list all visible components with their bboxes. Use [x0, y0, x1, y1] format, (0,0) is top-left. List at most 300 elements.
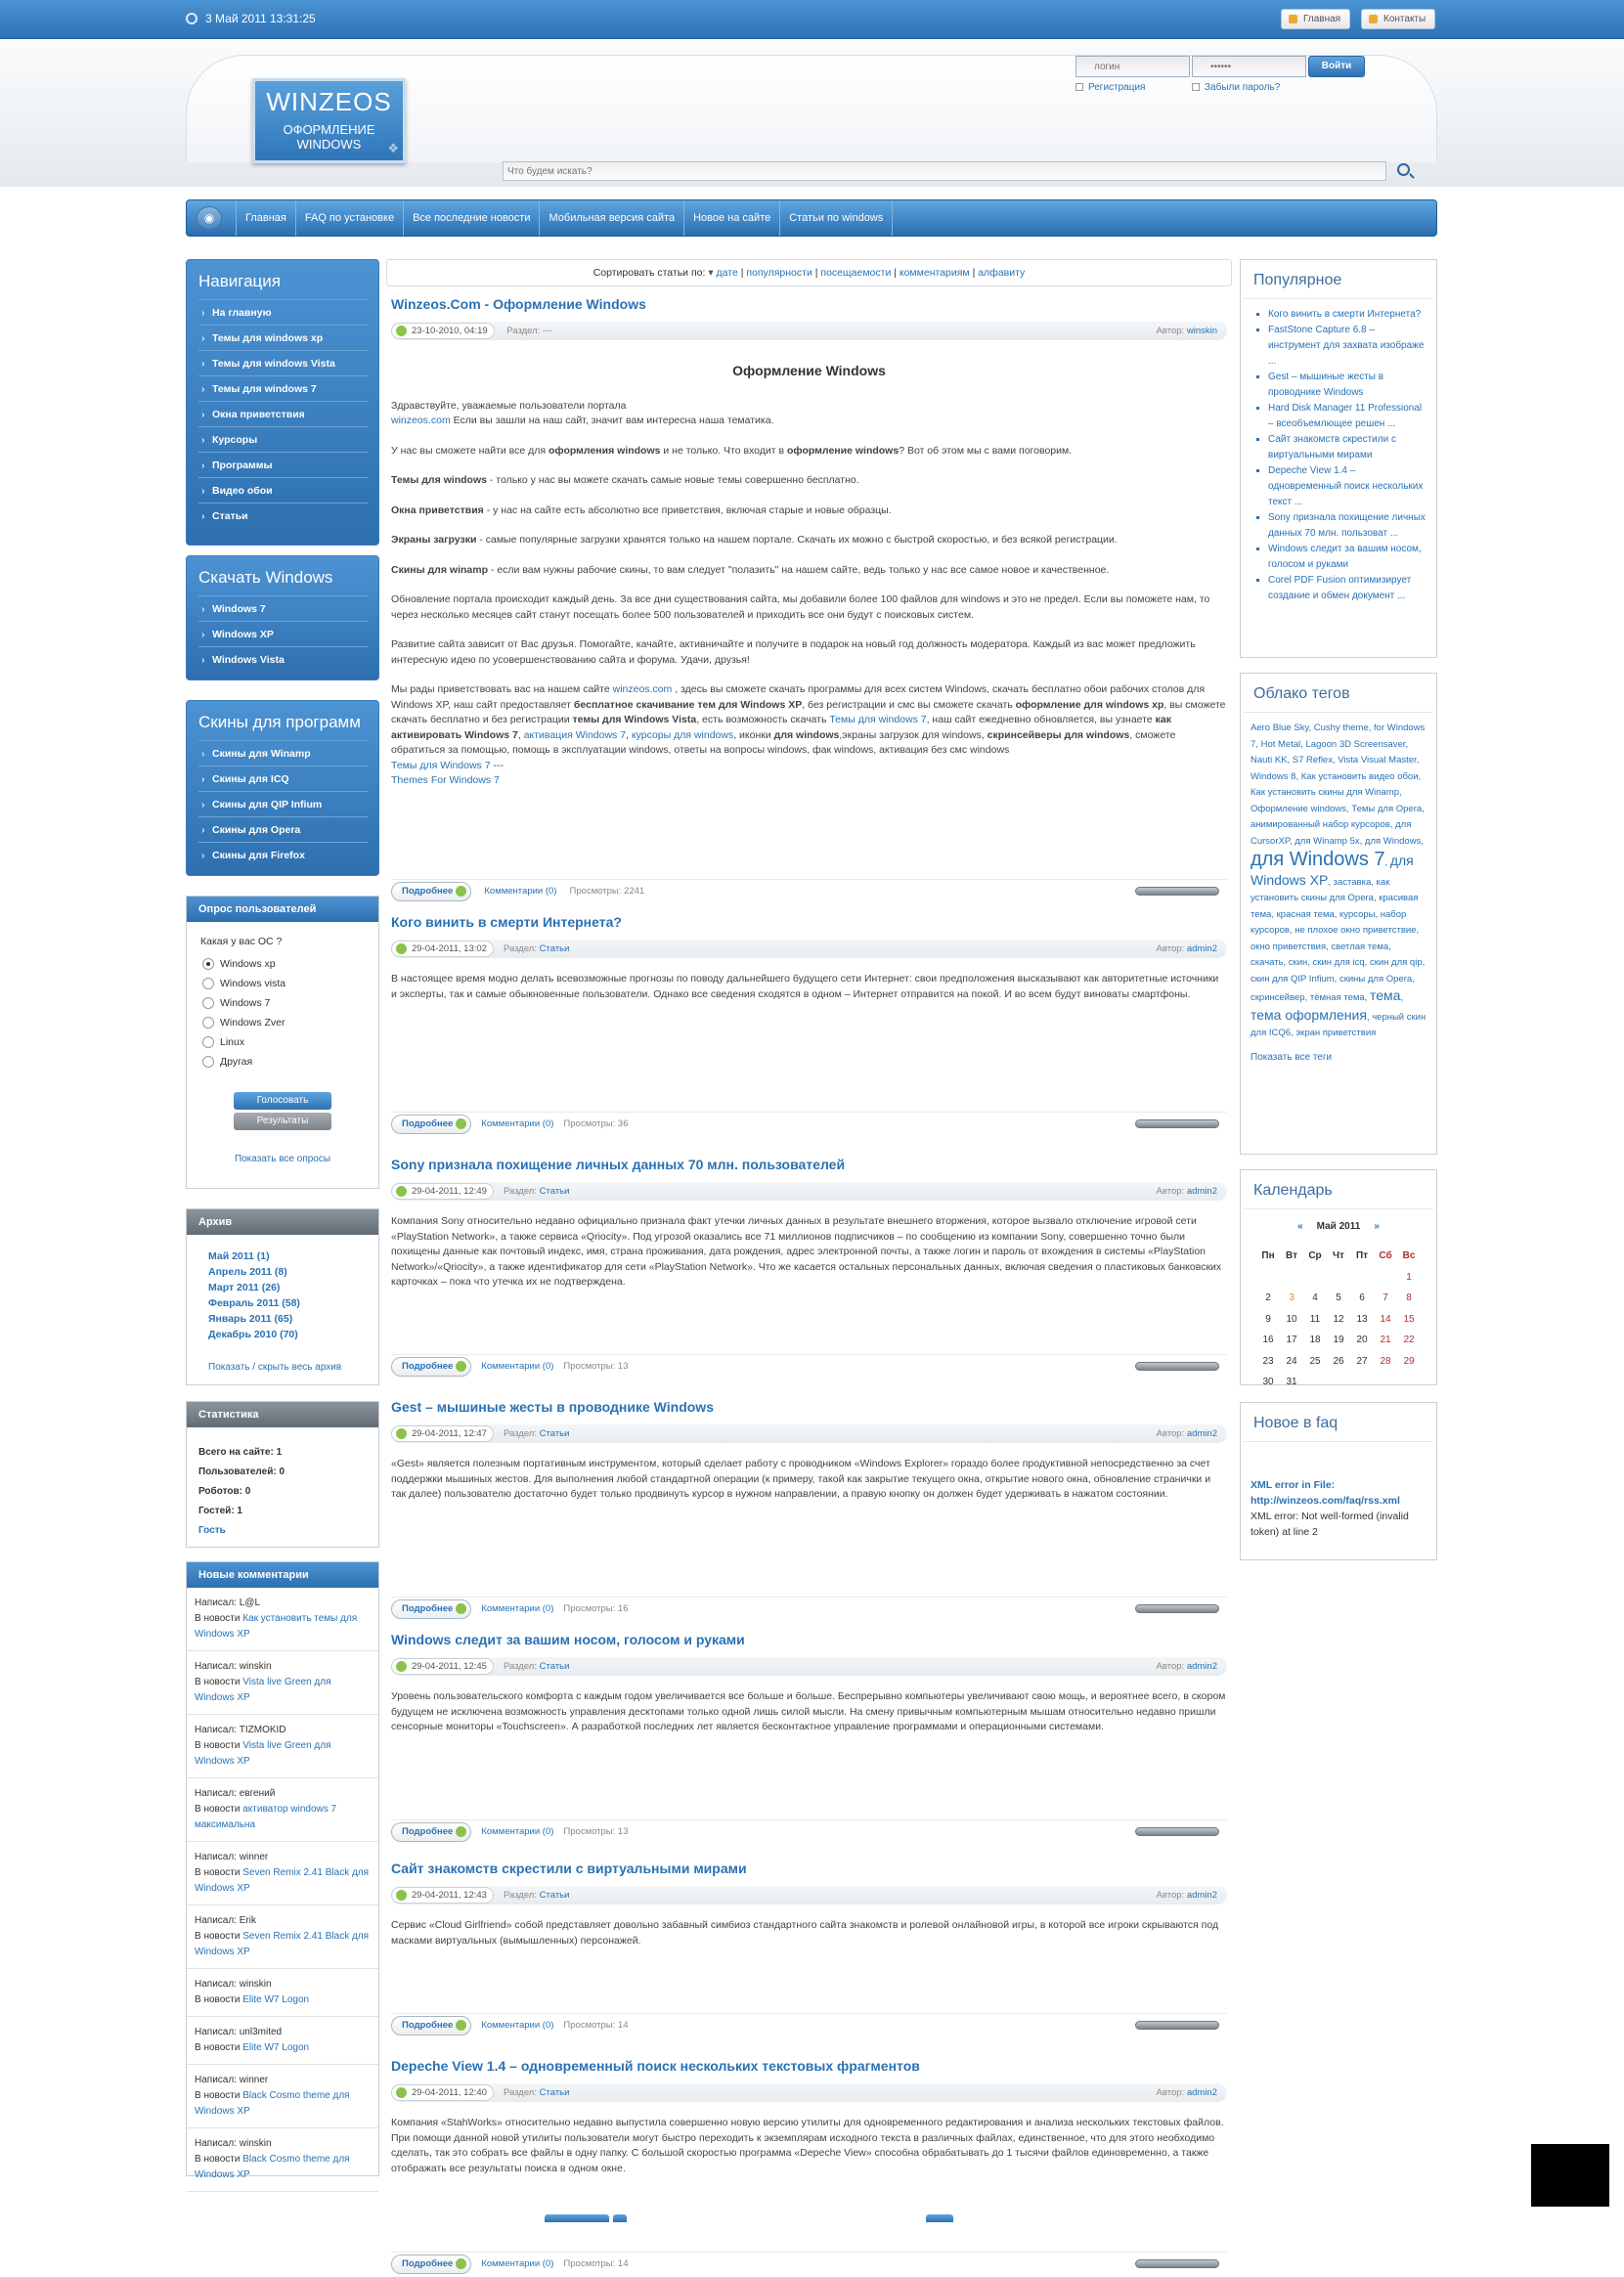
popular-link[interactable]: ▪ Windows следит за вашим носом, голосом и руками: [1268, 542, 1428, 573]
article-title[interactable]: Кого винить в смерти Интернета?: [391, 914, 622, 930]
poll-option[interactable]: Другая: [202, 1055, 378, 1074]
article-title[interactable]: Gest – мышиные жесты в проводнике Windows: [391, 1399, 714, 1415]
comment-news-link[interactable]: Black Cosmo theme для Windows XP: [195, 2090, 350, 2117]
article-author[interactable]: admin2: [1186, 1186, 1217, 1197]
read-more-button[interactable]: Подробнее: [391, 1357, 471, 1377]
calendar-day[interactable]: 3: [1289, 1292, 1295, 1304]
current-date: 3 Май 2011 13:31:25: [186, 12, 316, 25]
pager-segment[interactable]: [613, 2214, 627, 2222]
rating-bar[interactable]: [1135, 1362, 1219, 1371]
windows-flag-icon: ❖: [387, 141, 399, 155]
tag-link[interactable]: как установить скины для Opera: [1251, 876, 1390, 903]
calendar-day[interactable]: 12: [1333, 1313, 1344, 1325]
article: [386, 1399, 1232, 1622]
tag-link[interactable]: Как установить скины для Winamp: [1251, 787, 1399, 798]
tag-link[interactable]: скринсейвер: [1251, 992, 1305, 1003]
home-button[interactable]: Главная: [1281, 9, 1350, 29]
site-link[interactable]: winzeos.com: [391, 415, 451, 426]
paragraph: Окна приветствия - у нас на сайте есть абсолютно все приветствия, включая старые и новые образцы.: [391, 504, 892, 516]
comment-item: Написал: winskin В новости Black Cosmo theme для Windows XP: [187, 2128, 378, 2192]
archive-link[interactable]: Май 2011 (1): [208, 1250, 270, 1262]
tag-link[interactable]: красная тема: [1276, 908, 1335, 920]
calendar-day[interactable]: 4: [1312, 1292, 1318, 1304]
calendar-day: [1327, 1372, 1350, 1393]
calendar-day[interactable]: 21: [1380, 1335, 1391, 1346]
nav-home[interactable]: Главная: [236, 200, 295, 236]
nav-link[interactable]: › Темы для windows 7: [198, 375, 369, 401]
article-author[interactable]: admin2: [1186, 1890, 1217, 1901]
archive-link[interactable]: Апрель 2011 (8): [208, 1266, 287, 1278]
article-author[interactable]: admin2: [1186, 1661, 1217, 1672]
article-author-wrap: Автор: admin2: [1156, 1428, 1217, 1439]
calendar-block: [1240, 1169, 1437, 1388]
radio-icon: [202, 1036, 214, 1048]
popular-link[interactable]: ▪ Depeche View 1.4 – одновременный поиск нескольких текст ...: [1268, 463, 1428, 510]
poll-question: Какая у вас ОС ?: [200, 936, 283, 947]
nav-link[interactable]: › Окна приветствия: [198, 401, 369, 426]
views-count: Просмотры: 13: [563, 1361, 629, 1372]
rating-bar[interactable]: [1135, 1119, 1219, 1128]
article-footer: [391, 1112, 1227, 1133]
calendar-day[interactable]: 7: [1383, 1292, 1388, 1304]
article-section[interactable]: Статьи: [539, 1428, 570, 1439]
archive-link[interactable]: Декабрь 2010 (70): [208, 1329, 298, 1340]
views-count: Просмотры: 36: [563, 1118, 629, 1129]
article-author[interactable]: admin2: [1186, 943, 1217, 954]
read-more-button[interactable]: Подробнее: [391, 1599, 471, 1619]
calendar-day[interactable]: 24: [1286, 1355, 1297, 1367]
password-input[interactable]: [1192, 56, 1306, 77]
calendar-day[interactable]: 1: [1406, 1271, 1412, 1283]
tag-link[interactable]: тёмная тема: [1309, 992, 1365, 1003]
tag-link[interactable]: скин для qip: [1369, 957, 1423, 968]
nav-new[interactable]: Новое на сайте: [683, 200, 779, 236]
archive-link[interactable]: Март 2011 (26): [208, 1282, 281, 1293]
tag-link[interactable]: Lagoon 3D Screensaver: [1305, 738, 1406, 750]
calendar-day[interactable]: 15: [1403, 1313, 1415, 1325]
paragraph: Обновление портала происходит каждый день. За все дни существования сайта, мы добавили более 100 файлов для windows и это не предел. Если вы поможете нам, то через несколько месяцев сайт станут посещать более 500 пользователей и приходить все они будут с поисковых систем.: [391, 593, 1210, 621]
calendar-day[interactable]: 23: [1262, 1355, 1274, 1367]
read-more-button[interactable]: Подробнее: [391, 2255, 471, 2274]
nav-link[interactable]: › Курсоры: [198, 426, 369, 452]
logo-subtitle: ОФОРМЛЕНИЕ WINDOWS: [283, 122, 375, 152]
tag-link[interactable]: Aero Blue Sky: [1251, 723, 1309, 733]
calendar-day[interactable]: 22: [1403, 1335, 1415, 1346]
archive-block: [186, 1208, 379, 1385]
sort-by-date[interactable]: дате: [716, 267, 738, 279]
calendar-day: [1350, 1372, 1374, 1393]
article-body: Компания Sony относительно недавно официально признала факт утечки личных данных в результате внешнего вторжения, которое вызвало отключение игровой сети «PlayStation Network», а также сервиса «Qriocity». Под угрозой оказались все 71 миллионов подписчиков – по сообщению из компании Sony, совершенно точно были похищены данные как почтовый индекс, имя, страна проживания, дата рождения, адрес электронной почты, а также логин и пароль от вхождения в системы «PlayStation Network»/«Qriocity», а также идентификатор для сети «PlayStation Network». Что же касается остальных персональных данных, включая сведения о пластиковых банковских карточках – пока что утечка их не подтверждена.: [391, 1215, 1222, 1288]
article: [386, 296, 1232, 902]
rating-bar[interactable]: [1135, 2021, 1219, 2030]
radio-icon: [202, 978, 214, 989]
popular-title: Популярное: [1244, 260, 1433, 299]
tag-link[interactable]: красивая тема: [1251, 893, 1419, 920]
tag-cloud-block: [1240, 673, 1437, 1155]
pager-segment[interactable]: [545, 2214, 609, 2222]
article-date: 29-04-2011, 13:02: [391, 941, 494, 957]
comment-item: Написал: unl3mited В новости Elite W7 Logon: [187, 2017, 378, 2065]
tag-link[interactable]: экран приветствия: [1295, 1028, 1377, 1038]
faq-error-text: XML error: Not well-formed (invalid token) at line 2: [1251, 1511, 1409, 1538]
comment-news-link[interactable]: Seven Remix 2.41 Black для Windows XP: [195, 1931, 370, 1957]
article-date: 29-04-2011, 12:45: [391, 1658, 494, 1675]
article-title[interactable]: Windows следит за вашим носом, голосом и руками: [391, 1632, 745, 1647]
popular-link[interactable]: ▪ Hard Disk Manager 11 Professional – всеобъемлющее решен ...: [1268, 401, 1428, 432]
all-tags-link[interactable]: Показать все теги: [1251, 1051, 1333, 1063]
login-button[interactable]: Войти: [1308, 56, 1365, 77]
calendar-month: Май 2011: [1316, 1221, 1361, 1232]
tag-link[interactable]: тема оформления: [1251, 1006, 1367, 1023]
calendar-weekday: Чт: [1333, 1250, 1344, 1262]
article-body: Сервис «Cloud Girlfriend» собой представляет довольно забавный симбиоз стандартного сайта знакомств и ролевой онлайновой игры, в которой все игроки скрываются под масками виртуальных (вымышленных) персонажей.: [391, 1919, 1219, 1947]
tag-link[interactable]: скин: [1288, 957, 1308, 968]
popular-link[interactable]: ▪ Кого винить в смерти Интернета?: [1268, 307, 1428, 323]
article-date: 29-04-2011, 12:40: [391, 2084, 494, 2101]
faq-error-title: XML error in File: http://winzeos.com/faq/rss.xml: [1251, 1479, 1400, 1507]
comment-item: Написал: Erik В новости Seven Remix 2.41 Black для Windows XP: [187, 1905, 378, 1969]
tag-link[interactable]: скин для icq: [1312, 957, 1365, 968]
search-input[interactable]: [503, 161, 1386, 181]
tag-link[interactable]: анимированный набор курсоров: [1251, 819, 1390, 830]
article-author-wrap: Автор: winskin: [1156, 326, 1217, 336]
paragraph: Скины для winamp - если вам нужны рабочие скины, то вам следует "полазить" на нашем сайте, ведь только у нас все самое новое и качественное.: [391, 563, 1110, 576]
radio-icon: [202, 997, 214, 1009]
popular-link[interactable]: ▪ FastStone Capture 6.8 – инструмент для захвата изображе ...: [1268, 323, 1428, 370]
skins-link[interactable]: › Скины для Firefox: [198, 842, 369, 867]
vote-button[interactable]: Голосовать: [234, 1092, 331, 1110]
tag-link[interactable]: для Windows 7: [1251, 849, 1385, 870]
radio-icon: [202, 958, 214, 970]
comment-author: winskin: [239, 1979, 272, 1990]
calendar-day[interactable]: 11: [1309, 1313, 1321, 1325]
calendar-day[interactable]: 5: [1336, 1292, 1341, 1304]
calendar-caption: [1241, 1221, 1436, 1232]
tag-link[interactable]: для CursorXP: [1251, 819, 1412, 847]
archive-link[interactable]: Январь 2011 (65): [208, 1313, 293, 1325]
paragraph: У нас вы сможете найти все для оформления windows и не только. Что входит в оформление windows? Вот об этом мы с вами поговорим.: [391, 444, 1073, 457]
paragraph: Здравствуйте, уважаемые пользователи портала winzeos.com Если вы зашли на наш сайт, значит вам интересна наша тематика.: [391, 399, 774, 426]
calendar-day[interactable]: 6: [1359, 1292, 1365, 1304]
calendar-day[interactable]: 16: [1262, 1335, 1274, 1346]
views-count: Просмотры: 14: [563, 2258, 629, 2269]
tag-link[interactable]: окно приветствия: [1251, 941, 1327, 952]
footer-links: Темы для Windows 7 ---: [391, 759, 504, 771]
paragraph: Развитие сайта зависит от Вас друзья. Помогайте, качайте, активничайте и получите в подарок на новый год должность модератора. Каждый из вас может предложить интересную идею по усовершенствованию сайта и форума. Удачи, друзья!: [391, 638, 1196, 666]
views-count: Просмотры: 14: [563, 2020, 629, 2031]
article-section[interactable]: Статьи: [539, 1661, 570, 1672]
tag-link[interactable]: для Windows: [1364, 835, 1422, 847]
themes-win7-link[interactable]: Темы для Windows 7: [391, 759, 491, 771]
tag-link[interactable]: для Winamp 5x: [1295, 835, 1360, 847]
comment-news-link[interactable]: Как установить темы для Windows XP: [195, 1613, 358, 1640]
calendar-day: [1280, 1267, 1303, 1289]
calendar-weekday: Вс: [1402, 1250, 1416, 1262]
sort-bar: Сортировать статьи по: ▾ дате | популярности | посещаемости | комментариям | алфавиту: [386, 259, 1232, 286]
tag-link[interactable]: for Windows 7: [1251, 723, 1426, 750]
calendar-day[interactable]: 26: [1333, 1355, 1344, 1367]
tag-link[interactable]: Темы для Opera: [1351, 803, 1423, 814]
read-more-button[interactable]: Подробнее: [391, 1115, 471, 1134]
archive-link[interactable]: Февраль 2011 (58): [208, 1297, 300, 1309]
article-body: [391, 364, 1227, 789]
article-author-wrap: Автор: admin2: [1156, 2087, 1217, 2098]
nav-link[interactable]: › Статьи: [198, 503, 369, 528]
article-body: Уровень пользовательского комфорта с каждым годом увеличивается все больше и больше. Беспрерывно компьютеры увеличивают свою мощь, и вероятнее всего, в скором будущем не исключена возможность управления десктопами только одной лишь силой мысли. На смену привычным компьютерным мышам относительно недавно пришли сенсорные мониторы «Touchscreen». А разработкой последних лет является бесконтактное управление программами и операционными системами.: [391, 1690, 1226, 1732]
calendar-day[interactable]: 28: [1380, 1355, 1391, 1367]
comment-list: [187, 1588, 378, 2192]
skins-block: [186, 700, 379, 876]
site-logo[interactable]: WINZEOS ОФОРМЛЕНИЕ WINDOWS ❖: [252, 78, 406, 163]
comment-item: Написал: winskin В новости Vista live Green для Windows XP: [187, 1651, 378, 1715]
comments-link[interactable]: Комментарии (0): [484, 886, 557, 897]
nav-all-news[interactable]: Все последние новости: [403, 200, 539, 236]
calendar-day[interactable]: 27: [1356, 1355, 1368, 1367]
nav-link[interactable]: › Видео обои: [198, 477, 369, 503]
poll-option[interactable]: Windows xp: [202, 957, 378, 977]
calendar-day[interactable]: 29: [1403, 1355, 1415, 1367]
forgot-password-link[interactable]: Забыли пароль?: [1192, 82, 1280, 93]
download-link[interactable]: › Windows XP: [198, 621, 369, 646]
nav-faq[interactable]: FAQ по установке: [295, 200, 403, 236]
tag-link[interactable]: скин для QIP Infium: [1251, 973, 1335, 985]
tag-link[interactable]: не плохое окно приветствие: [1295, 925, 1417, 936]
article-body: Компания «StahWorks» относительно недавно выпустила совершенно новую версию утилиты для одновременного редактирования и анализа нескольких текстовых файлов. При помощи данной новой утилиты пользователи могут быстро переходить к экземплярам исходного текста в различных файлах, единственное, что для этого необходимо сделать, так это собрать все файлы в одну папку. С большой скоростью программа «Depeche View» способна обрабатывать до 1 тысячи файлов единовременно, а также отображать все результаты поиска в одном окне.: [391, 2117, 1224, 2174]
tag-link[interactable]: светлая тема: [1331, 941, 1389, 952]
inline-link[interactable]: активация Windows 7: [523, 728, 627, 741]
comment-news-link[interactable]: Elite W7 Logon: [242, 1994, 310, 2005]
themes-for-win7-link[interactable]: Themes For Windows 7: [391, 774, 500, 786]
popular-link[interactable]: ▪ Сайт знакомств скрестили с виртуальными мирами: [1268, 432, 1428, 463]
poll-option[interactable]: Windows 7: [202, 996, 378, 1016]
inline-link[interactable]: Темы для windows 7: [829, 714, 927, 725]
archive-toggle-link[interactable]: Показать / скрыть весь архив: [208, 1362, 342, 1373]
comment-news-link[interactable]: Vista live Green для Windows XP: [195, 1740, 331, 1767]
top-bar: [0, 0, 1624, 39]
nav-articles[interactable]: Статьи по windows: [779, 200, 893, 236]
comment-author: unl3mited: [239, 2027, 283, 2037]
comment-author: евгений: [239, 1788, 276, 1799]
navigation-title: Навигация: [198, 272, 281, 290]
article-title[interactable]: Depeche View 1.4 – одновременный поиск нескольких текстовых фрагментов: [391, 2058, 920, 2074]
comment-author: winskin: [239, 2138, 272, 2149]
calendar-day[interactable]: 25: [1309, 1355, 1321, 1367]
tag-link[interactable]: черный скин для ICQ6: [1251, 1011, 1426, 1038]
comment-news-link[interactable]: Black Cosmo theme для Windows XP: [195, 2154, 350, 2180]
calendar-day[interactable]: 19: [1333, 1335, 1344, 1346]
article-footer: [391, 2252, 1227, 2273]
article-section: ---: [542, 326, 552, 336]
sort-by-visits[interactable]: посещаемости: [820, 267, 892, 279]
section-label: Раздел:: [503, 943, 537, 954]
tag-link[interactable]: скины для Opera: [1339, 973, 1413, 985]
views-count: Просмотры: 13: [563, 1826, 629, 1837]
article-date: 29-04-2011, 12:43: [391, 1887, 494, 1904]
calendar-day[interactable]: 8: [1406, 1292, 1412, 1304]
tag-link[interactable]: скачать: [1251, 957, 1284, 968]
comment-author: winner: [239, 1852, 269, 1862]
article-body: «Gest» является полезным портативным инструментом, который сделает работу с проводником «Windows Explorer» гораздо более продуктивной непосредственно за счет поддержки мышиных жестов. Для выполнения любой стандартной операции (к примеру, такой как закрытие текущего окна, открытие нового окна, обновление странички и так далее) пользователю достаточно будет только продвинуть курсор в нужном направлении, а правую кнопку он должен будет удерживать в нажатом состоянии.: [391, 1458, 1211, 1500]
pager-segment[interactable]: [926, 2214, 953, 2222]
comments-link[interactable]: Комментарии (0): [481, 1361, 554, 1372]
calendar-day[interactable]: 14: [1380, 1313, 1391, 1325]
tag-link[interactable]: Как установить видео обои: [1300, 770, 1419, 782]
comment-item: Написал: евгений В новости активатор windows 7 максимальна: [187, 1778, 378, 1842]
comments-link[interactable]: Комментарии (0): [481, 1826, 554, 1837]
results-button[interactable]: Результаты: [234, 1113, 331, 1130]
site-link[interactable]: winzeos.com: [612, 683, 673, 695]
nav-link[interactable]: › Программы: [198, 452, 369, 477]
download-link[interactable]: › Windows Vista: [198, 646, 369, 672]
all-polls-link[interactable]: Показать все опросы: [234, 1154, 331, 1164]
main-nav: [186, 199, 1437, 237]
skins-link[interactable]: › Скины для ICQ: [198, 766, 369, 791]
comment-news-link[interactable]: активатор windows 7 максимальна: [195, 1804, 337, 1830]
calendar-day: [1256, 1267, 1280, 1289]
rating-bar[interactable]: [1135, 1604, 1219, 1613]
article-meta: [391, 1424, 1227, 1443]
rating-bar[interactable]: [1135, 1827, 1219, 1836]
comments-link[interactable]: Комментарии (0): [481, 2258, 554, 2269]
calendar-day[interactable]: 20: [1356, 1335, 1368, 1346]
radio-icon: [202, 1017, 214, 1029]
tag-link[interactable]: тема: [1369, 987, 1401, 1003]
nav-link[interactable]: › На главную: [198, 299, 369, 325]
comment-news-link[interactable]: Vista live Green для Windows XP: [195, 1677, 331, 1703]
calendar-day[interactable]: 13: [1356, 1313, 1368, 1325]
tag-link[interactable]: Оформление windows: [1251, 803, 1347, 814]
nav-link[interactable]: › Темы для windows xp: [198, 325, 369, 350]
download-link[interactable]: › Windows 7: [198, 595, 369, 621]
comment-item: Написал: winskin В новости Elite W7 Logon: [187, 1969, 378, 2017]
article-title[interactable]: Winzeos.Com - Оформление Windows: [391, 296, 646, 312]
calendar-prev[interactable]: «: [1297, 1221, 1303, 1232]
skins-link[interactable]: › Скины для QIP Infium: [198, 791, 369, 816]
tag-link[interactable]: Nauti KK: [1251, 755, 1288, 766]
article-title[interactable]: Сайт знакомств скрестили с виртуальными мирами: [391, 1861, 747, 1876]
paragraph: Мы рады приветствовать вас на нашем сайте winzeos.com , здесь вы сможете скачать программы для всех систем Windows, скачать бесплатно обои рабочих столов для Windows XP, наш сайт предоставляет бесплатное скачивание тем для Windows XP, без регистрации и смс вы сможете скачать оформление для windows xp, вы сможете скачать бесплатно и без регистрации темы для Windows Vista, есть возможность скачать Темы для windows 7, наш сайт ежедневно обновляется, вы узнаете как активировать Windows 7, активация Windows 7, курсоры для windows, иконки для windows,экраны загрузок для windows, скринсейверы для windows, сможете обратиться за помощью, помощь в эксплуатации windows, ответы на вопросы windows, фак windows, активация без смс windows: [391, 683, 1226, 756]
tag-link[interactable]: для Windows XP: [1251, 853, 1414, 888]
comments-link[interactable]: Комментарии (0): [481, 1118, 554, 1129]
calendar-next[interactable]: »: [1374, 1221, 1380, 1232]
calendar-day[interactable]: 17: [1286, 1335, 1297, 1346]
comments-title: Новые комментарии: [187, 1562, 378, 1588]
comment-item: Написал: winner В новости Black Cosmo theme для Windows XP: [187, 2065, 378, 2128]
calendar-weekday: Вт: [1286, 1250, 1297, 1262]
guest-link[interactable]: Гость: [198, 1525, 226, 1536]
popular-link[interactable]: ▪ Sony признала похищение личных данных 70 млн. пользоват ...: [1268, 510, 1428, 542]
comment-news-link[interactable]: Elite W7 Logon: [242, 2042, 310, 2053]
nav-link[interactable]: › Темы для windows Vista: [198, 350, 369, 375]
calendar-day[interactable]: 18: [1309, 1335, 1321, 1346]
calendar-day[interactable]: 9: [1265, 1313, 1271, 1325]
skins-link[interactable]: › Скины для Winamp: [198, 740, 369, 766]
rating-bar[interactable]: [1135, 2259, 1219, 2268]
popular-link[interactable]: ▪ Corel PDF Fusion оптимизирует создание и обмен документ ...: [1268, 573, 1428, 604]
comment-item: Написал: winner В новости Seven Remix 2.41 Black для Windows XP: [187, 1842, 378, 1905]
article-author[interactable]: winskin: [1186, 326, 1217, 336]
poll-option[interactable]: Linux: [202, 1035, 378, 1055]
forgot-icon: [1192, 83, 1200, 91]
article-section[interactable]: Статьи: [539, 1890, 570, 1901]
nav-mobile[interactable]: Мобильная версия сайта: [539, 200, 683, 236]
pagination: [545, 2214, 955, 2222]
article: [386, 1632, 1232, 1845]
login-input[interactable]: [1075, 56, 1190, 77]
register-link[interactable]: Регистрация: [1075, 82, 1145, 93]
comments-link[interactable]: Комментарии (0): [481, 1603, 554, 1614]
article-meta: [391, 1886, 1227, 1905]
article-section[interactable]: Статьи: [539, 943, 570, 954]
poll-option[interactable]: Windows vista: [202, 977, 378, 996]
article: [386, 1157, 1232, 1379]
calendar-day: [1374, 1372, 1397, 1393]
comments-link[interactable]: Комментарии (0): [481, 2020, 554, 2031]
stats-title: Статистика: [187, 1402, 378, 1427]
article-author[interactable]: admin2: [1186, 1428, 1217, 1439]
skins-link[interactable]: › Скины для Opera: [198, 816, 369, 842]
comment-author: L@L: [239, 1598, 261, 1608]
comment-news-link[interactable]: Seven Remix 2.41 Black для Windows XP: [195, 1867, 370, 1894]
article-date: 29-04-2011, 12:49: [391, 1183, 494, 1200]
paragraph: Экраны загрузки - самые популярные загрузки хранятся только на нашем портале. Скачать их можно с быстрой скоростью, и без всякой регистрации.: [391, 534, 1118, 546]
tag-link[interactable]: Cushy theme: [1313, 723, 1369, 733]
article-meta: [391, 1182, 1227, 1201]
article-footer: [391, 1597, 1227, 1618]
article-author[interactable]: admin2: [1186, 2087, 1217, 2098]
stats-block: [186, 1401, 379, 1548]
article-section[interactable]: Статьи: [539, 2087, 570, 2098]
read-more-button[interactable]: Подробнее: [391, 2016, 471, 2036]
tags-title: Облако тегов: [1244, 674, 1433, 713]
poll-option[interactable]: Windows Zver: [202, 1016, 378, 1035]
tag-cloud: Aero Blue Sky, Cushy theme, for Windows 7, Hot Metal, Lagoon 3D Screensaver, Nauti KK, S7 Reflex, Vista Visual Master, Windows 8, Как установить видео обои, Как установить скины для Winamp, Оформление windows, Темы для Opera, анимированный набор курсоров, для CursorXP, для Winamp 5x, для Windows, для Windows 7, для Windows XP, заставка, как установить скины для Opera, красивая тема, красная тема, курсоры, набор курсоров, не плохое окно приветствие, окно приветствия, светлая тема, скачать, скин, скин для icq, скин для qip, скин для QIP Infium, скины для Opera, скринсейвер, тёмная тема, тема, тема оформления, черный скин для ICQ6, экран приветствия: [1251, 723, 1426, 1038]
read-more-button[interactable]: Подробнее: [391, 1822, 471, 1842]
sort-by-comments[interactable]: комментариям: [899, 267, 970, 279]
tag-link[interactable]: заставка: [1333, 876, 1372, 888]
contacts-button[interactable]: Контакты: [1361, 9, 1435, 29]
article-date: 23-10-2010, 04:19: [391, 323, 495, 339]
read-more-button[interactable]: Подробнее: [391, 882, 471, 901]
sort-by-alphabet[interactable]: алфавиту: [978, 267, 1026, 279]
calendar-day[interactable]: 10: [1286, 1313, 1297, 1325]
tag-link[interactable]: Windows 8: [1251, 770, 1296, 782]
rating-bar[interactable]: [1135, 887, 1219, 896]
tag-link[interactable]: Vista Visual Master: [1338, 755, 1417, 766]
sort-by-popularity[interactable]: популярности: [746, 267, 812, 279]
archive-title: Архив: [187, 1209, 378, 1235]
tag-link[interactable]: набор курсоров: [1251, 908, 1407, 936]
views-count: Просмотры: 2241: [569, 886, 645, 897]
article-title[interactable]: Sony признала похищение личных данных 70 млн. пользователей: [391, 1157, 846, 1172]
section-label: Раздел:: [503, 1186, 537, 1197]
article-meta: [391, 940, 1227, 958]
calendar-day[interactable]: 31: [1286, 1377, 1297, 1388]
article-section[interactable]: Статьи: [539, 1186, 570, 1197]
tag-link[interactable]: Hot Metal: [1260, 738, 1301, 750]
stat-line: Пользователей: 0: [198, 1467, 285, 1477]
comment-author: TIZMOKID: [239, 1725, 286, 1735]
inline-link[interactable]: курсоры для windows: [631, 728, 734, 741]
rss-icon[interactable]: ◉: [197, 206, 222, 230]
search-icon[interactable]: [1397, 163, 1410, 176]
popular-link[interactable]: ▪ Gest – мышиные жесты в проводнике Windows: [1268, 370, 1428, 401]
calendar-day[interactable]: 30: [1262, 1377, 1274, 1388]
calendar-day[interactable]: 2: [1265, 1292, 1271, 1304]
tag-link[interactable]: S7 Reflex: [1292, 755, 1333, 766]
tag-link[interactable]: курсоры: [1339, 908, 1376, 920]
download-windows-block: [186, 555, 379, 680]
